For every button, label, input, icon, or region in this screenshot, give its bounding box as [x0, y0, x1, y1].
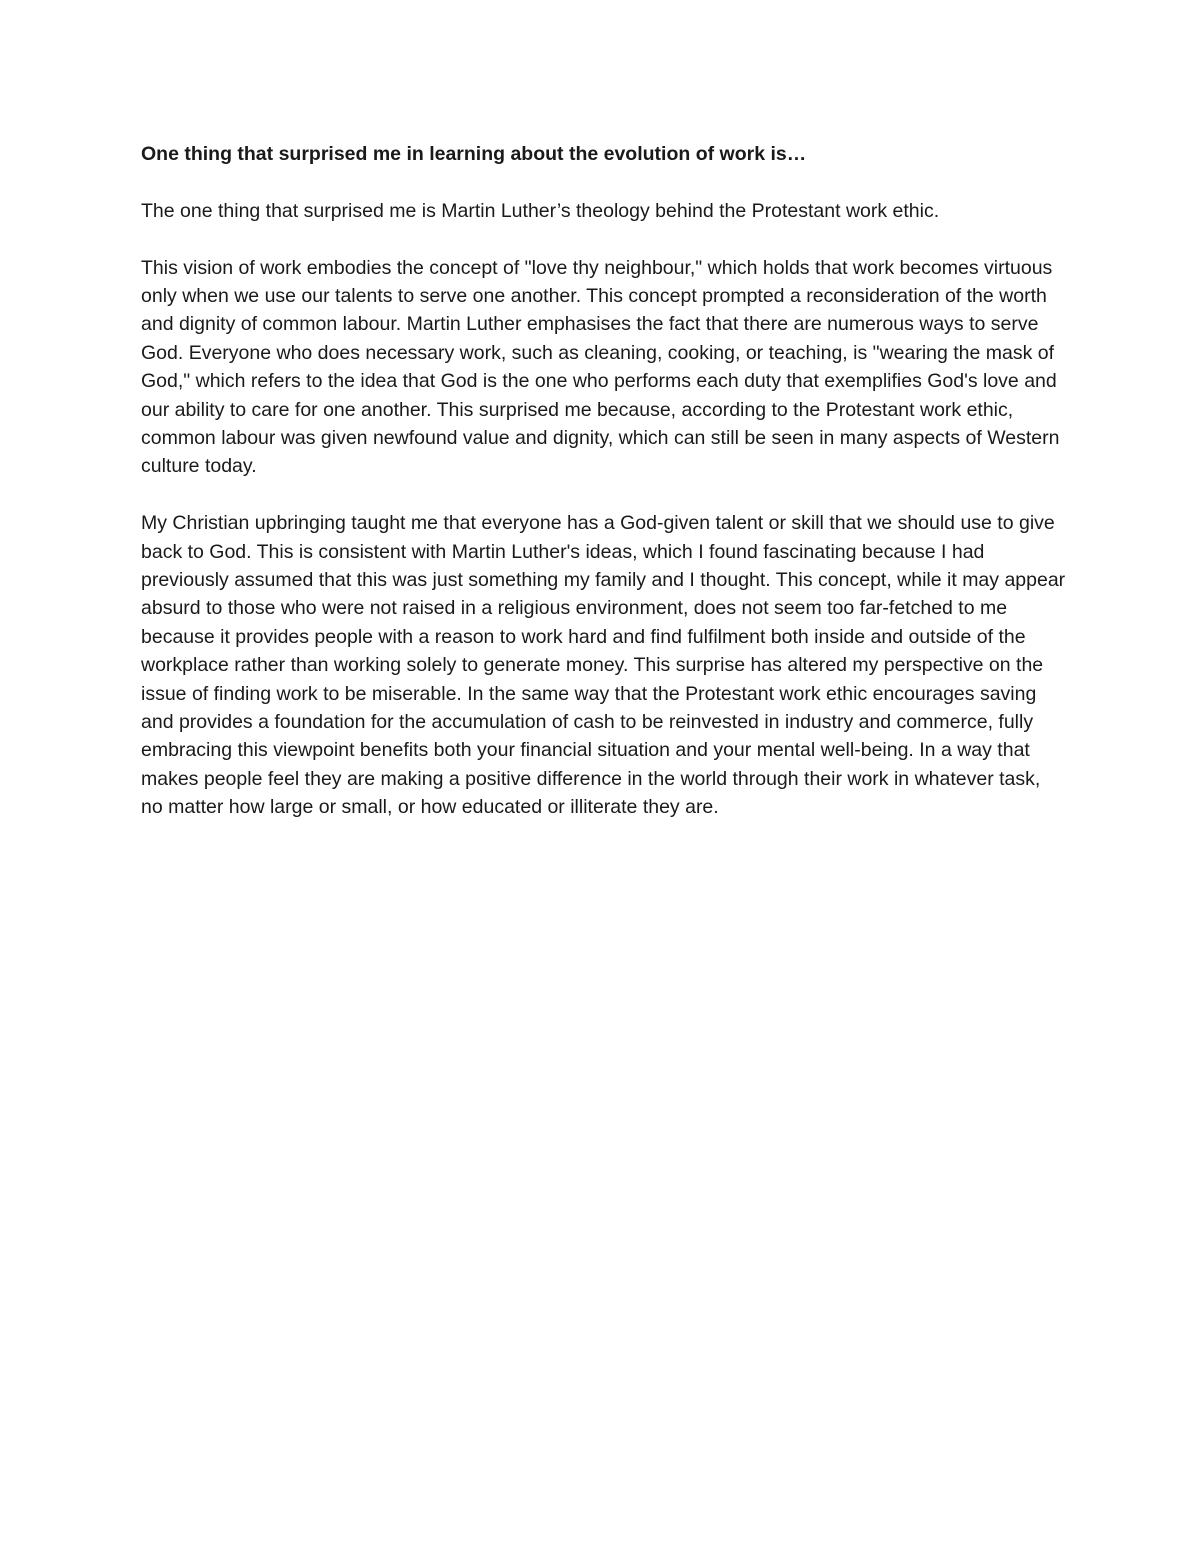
paragraph-intro: The one thing that surprised me is Martin Luther’s theology behind the Protestant work ethic. — [141, 199, 940, 222]
paragraph-vision-of-work: This vision of work embodies the concept of "love thy neighbour," which holds that work becomes virtuous only when we use our talents to serve one another. This concept prompted a reconsideration of the worth and dignity of common labour. Martin Luther emphasises the fact that there are numerous ways to serve God. Everyone who does necessary work, such as cleaning, cooking, or teaching, is "wearing the mask of God," which refers to the idea that God is the one who performs each duty that exemplifies God's love and our ability to care for one another. This surprised me because, according to the Protestant work ethic, common labour was given newfound value and dignity, which can still be seen in many aspects of Western culture today. — [141, 256, 1060, 478]
document-heading: One thing that surprised me in learning about the evolution of work is… — [141, 143, 807, 165]
paragraph-christian-upbringing: My Christian upbringing taught me that everyone has a God-given talent or skill that we should use to give back to God. This is consistent with Martin Luther's ideas, which I found fascinating because I had previously assumed that this was just something my family and I thought. This concept, while it may appear absurd to those who were not raised in a religious environment, does not seem too far-fetched to me because it provides people with a reason to work hard and find fulfilment both inside and outside of the workplace rather than working solely to generate money. This surprise has altered my perspective on the issue of finding work to be miserable. In the same way that the Protestant work ethic encourages saving and provides a foundation for the accumulation of cash to be reinvested in industry and commerce, fully embracing this viewpoint benefits both your financial situation and your mental well-being. In a way that makes people feel they are making a positive difference in the world through their work in whatever task, no matter how large or small, or how educated or illiterate they are. — [141, 512, 1066, 819]
document-body — [141, 140, 1066, 850]
